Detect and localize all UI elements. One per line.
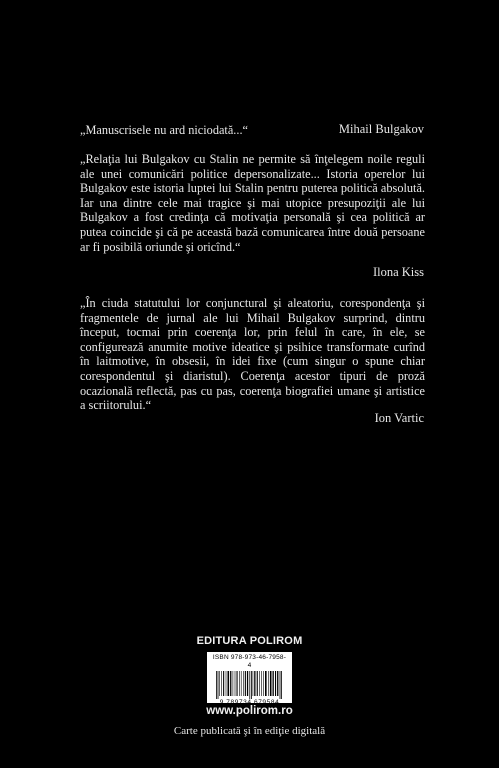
barcode-bar [217,671,218,699]
barcode-bar [261,671,262,696]
barcode-bar [225,671,226,696]
barcode-bar [252,671,253,696]
barcode-digits: 9 789734 679584 [219,699,280,706]
quote-1-author: Mihail Bulgakov [338,122,424,136]
isbn-barcode [207,652,292,706]
barcode-bar [249,671,250,699]
barcode-bar [254,671,255,696]
barcode-bar [251,671,252,699]
barcode-bar [236,671,237,696]
barcode-bar [227,671,229,696]
publisher-name: EDITURA POLIROM [196,635,303,647]
barcode-bar [221,671,222,696]
barcode-bar [259,671,260,696]
barcode-bar [240,671,241,696]
publisher-website: www.polirom.ro [206,705,293,717]
barcode-bar [246,671,247,696]
barcode-bar [265,671,267,696]
quote-3-text: „În ciuda statutului lor conjunctural şi aleatoriu, corespondenţa şi fragmentele de jurnal ale lui Mihail Bulgakov surprind, dintru început, tocmai prin coerenţa lor, prin felul în care, în ele, se configurează anumite motive ideatice şi psihice transformate curînd în laitmotive, în obsesii, în idei fixe (cum singur o spune chiar corespondentul şi diaristul). Coerenţa acestor tipuri de proză ocazională reflectă, pas cu pas, coerenţa biografiei umane şi artistice a scriitorului.“ [80,296,425,413]
barcode-bar [239,671,240,696]
barcode-bar [216,671,217,699]
barcode-bar [269,671,271,696]
quote-2-text: „Relaţia lui Bulgakov cu Stalin ne permite să înţelegem noile reguli ale unei comunicări politice depersonalizate... Istoria operelor lui Bulgakov este istoria luptei lui Stalin pentru puterea politică absolută. Iar una dintre cele mai tragice şi mai utopice presupoziţii ale lui Bulgakov a fost credinţa că motivaţia personală şi cea politică ar putea coincide şi că pe această bază comunicarea între două persoane ar fi posibilă oriunde şi oricînd.“ [80,152,425,254]
barcode-bar [263,671,264,696]
barcode-bar [230,671,231,696]
barcode-bar [223,671,224,696]
barcode-bar [279,671,280,699]
quote-3-author: Ion Vartic [374,411,424,425]
barcode-bar [234,671,235,696]
quote-2-author: Ilona Kiss [372,265,424,279]
quote-1-text: „Manuscrisele nu ard niciodată...“ [80,123,248,137]
barcode-bar [277,671,278,696]
barcode-bars [214,671,286,699]
barcode-bar [256,671,257,696]
barcode-bar [268,671,269,696]
digital-edition-note: Carte publicată şi în ediţie digitală [173,725,326,737]
isbn-number: ISBN 978-973-46-7958-4 [212,654,287,669]
barcode-bar [275,671,276,696]
barcode-bar [272,671,273,696]
barcode-bar [244,671,245,696]
barcode-bar [243,671,244,696]
barcode-bar [232,671,233,696]
barcode-bar [219,671,220,696]
barcode-bar [281,671,282,699]
